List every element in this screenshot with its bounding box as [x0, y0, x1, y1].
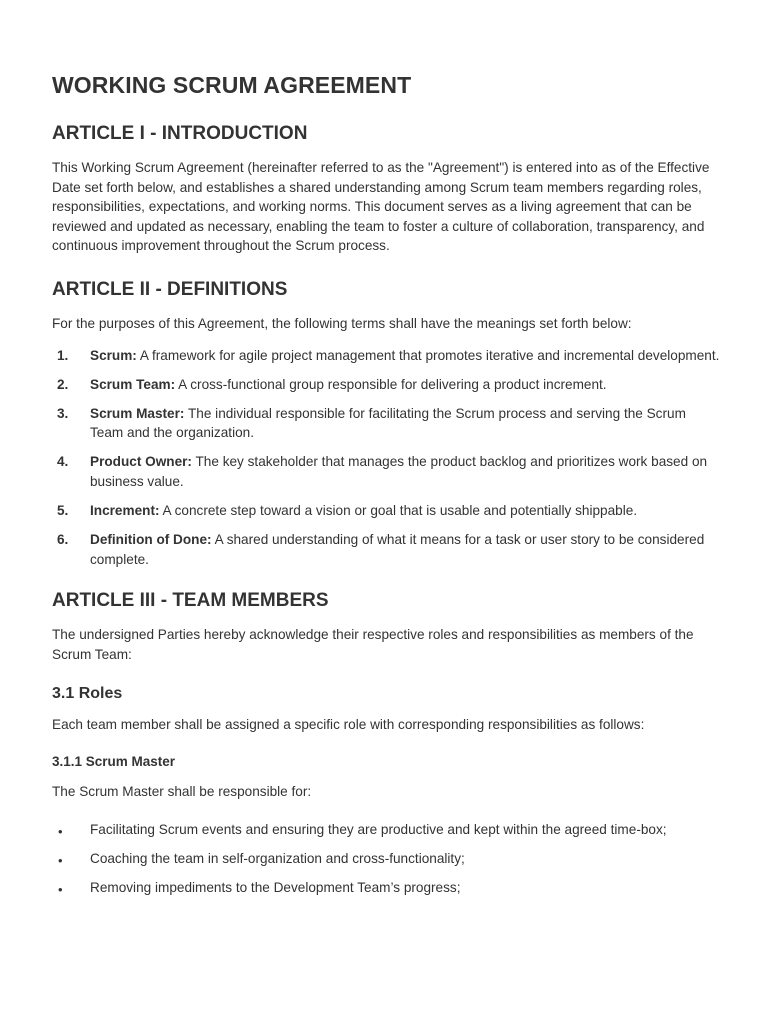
article1-body: This Working Scrum Agreement (hereinafter referred to as the "Agreement") is entered into as of the Effective Date set forth below, and establishes a shared understanding among Scrum team members regarding roles, responsibilities, expectations, and working norms. This document serves as a living agreement that can be reviewed and updated as necessary, enabling the team to foster a culture of collaboration, transparency, and continuous improvement throughout the Scrum process. [52, 160, 710, 254]
document-title: WORKING SCRUM AGREEMENT [52, 72, 412, 98]
bullet-icon: • [58, 852, 63, 868]
list-item-text: Facilitating Scrum events and ensuring they are productive and kept within the agreed time-box; [90, 821, 667, 837]
article1-heading: ARTICLE I - INTRODUCTION [52, 123, 308, 144]
definition-number: 3. [57, 405, 69, 421]
definition-number: 2. [57, 376, 69, 392]
definition-number: 5. [57, 503, 69, 519]
definition-term: Definition of Done: [90, 532, 212, 548]
list-item-text: Coaching the team in self-organization and cross-functionality; [90, 850, 465, 866]
article3-heading: ARTICLE III - TEAM MEMBERS [52, 590, 329, 612]
list-item-text: Removing impediments to the Development Team’s progress; [90, 879, 461, 895]
list-item [52, 849, 720, 869]
definition-item [52, 501, 720, 521]
scrum-master-intro: The Scrum Master shall be responsible for: [52, 784, 312, 800]
scrum-master-responsibilities [52, 820, 720, 898]
bullet-icon: • [58, 823, 63, 839]
definition-number: 6. [57, 532, 69, 548]
bullet-icon: • [58, 881, 63, 897]
roles-heading: 3.1 Roles [52, 684, 123, 702]
definition-text: The key stakeholder that manages the product backlog and prioritizes work based on business value. [90, 454, 708, 490]
definition-term: Scrum Master: [90, 405, 185, 421]
definition-text: A cross-functional group responsible for delivering a product increment. [175, 376, 607, 392]
definition-term: Increment: [90, 503, 160, 519]
definition-text: A concrete step toward a vision or goal that is usable and potentially shippable. [159, 503, 638, 519]
roles-body: Each team member shall be assigned a specific role with corresponding responsibilities as follows: [52, 716, 645, 732]
definition-item [52, 404, 720, 443]
scrum-master-heading: 3.1.1 Scrum Master [52, 754, 176, 770]
definition-item [52, 530, 720, 569]
article2-heading: ARTICLE II - DEFINITIONS [52, 278, 288, 300]
definition-number: 1. [57, 347, 69, 363]
definition-term: Product Owner: [90, 454, 192, 470]
definition-text: The individual responsible for facilitating the Scrum process and serving the Scrum Team and the organization. [90, 405, 686, 441]
definition-item [52, 375, 720, 395]
definition-item [52, 452, 720, 491]
definition-text: A shared understanding of what it means for a task or user story to be considered complete. [90, 532, 705, 567]
list-item [52, 820, 720, 840]
definitions-list [52, 346, 720, 570]
definition-term: Scrum Team: [90, 376, 176, 392]
article2-intro: For the purposes of this Agreement, the following terms shall have the meanings set forth below: [52, 315, 632, 331]
definition-text: A framework for agile project management that promotes iterative and incremental development. [136, 347, 720, 363]
article3-intro: The undersigned Parties hereby acknowledge their respective roles and responsibilities as members of the Scrum Team: [52, 627, 694, 662]
list-item [52, 878, 720, 898]
definition-number: 4. [57, 454, 69, 470]
definition-item [52, 346, 720, 366]
document-page [52, 70, 720, 907]
definition-term: Scrum: [90, 347, 137, 363]
